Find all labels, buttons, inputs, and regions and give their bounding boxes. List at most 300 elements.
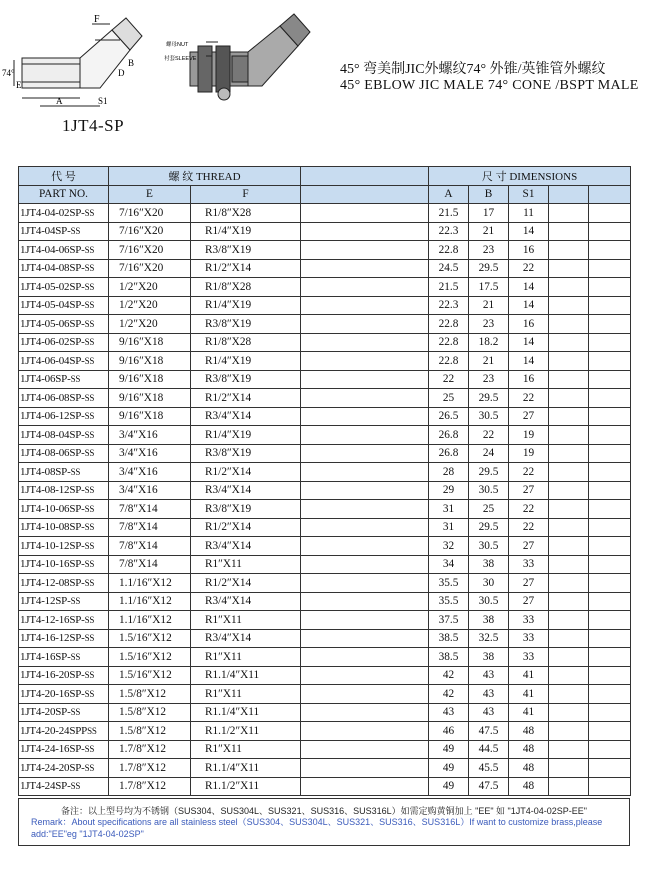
cell-blank (301, 333, 429, 352)
cell-blank (549, 592, 589, 611)
spec-table (18, 166, 631, 796)
cell-dim-a: 46 (429, 722, 469, 741)
cell-blank (301, 426, 429, 445)
cell-blank (589, 278, 631, 297)
cell-part-no (19, 685, 109, 704)
part-number-text: 1JT4-06-02SP- (20, 336, 85, 349)
cell-dim-b: 30 (469, 574, 509, 593)
cell-part-no (19, 296, 109, 315)
model-number: 1JT4-SP (62, 116, 125, 135)
cell-thread-f: R3/8″X19 (191, 500, 301, 519)
cell-blank (589, 241, 631, 260)
cell-blank (589, 407, 631, 426)
cell-dim-b: 17 (469, 204, 509, 223)
cell-dim-b: 23 (469, 315, 509, 334)
cell-dim-b: 21 (469, 222, 509, 241)
cell-dim-a: 22.8 (429, 315, 469, 334)
cell-dim-a: 42 (429, 666, 469, 685)
cell-thread-f: R3/8″X19 (191, 370, 301, 389)
cell-thread-e: 1.5/16″X12 (109, 629, 191, 648)
cell-dim-b: 23 (469, 241, 509, 260)
part-number-text: 1JT4-06SP- (20, 373, 71, 386)
cell-thread-e: 9/16″X18 (109, 407, 191, 426)
cell-part-no (19, 611, 109, 630)
cell-dim-b: 29.5 (469, 389, 509, 408)
cell-blank (301, 389, 429, 408)
header-blank-3 (549, 185, 589, 204)
cell-dim-s1: 22 (509, 259, 549, 278)
cell-thread-e: 9/16″X18 (109, 352, 191, 371)
cell-thread-e: 1.5/16″X12 (109, 648, 191, 667)
cell-blank (589, 611, 631, 630)
part-suffix-text: SS (84, 429, 95, 440)
part-suffix-text: SS (84, 522, 95, 533)
cell-dim-s1: 22 (509, 518, 549, 537)
cell-dim-a: 22.3 (429, 296, 469, 315)
cell-dim-s1: 27 (509, 481, 549, 500)
part-suffix-text: SS (87, 725, 97, 736)
cell-dim-b: 21 (469, 296, 509, 315)
cell-blank (301, 296, 429, 315)
cell-dim-s1: 14 (509, 296, 549, 315)
part-suffix-text: SS (84, 744, 95, 755)
cell-blank (549, 370, 589, 389)
part-suffix-text: SS (84, 670, 95, 681)
cell-thread-f: R1.1/2″X11 (191, 777, 301, 796)
cell-dim-s1: 16 (509, 315, 549, 334)
header-part-no: PART NO. (19, 185, 109, 204)
part-suffix-text: SS (84, 207, 95, 218)
table-row (19, 370, 631, 389)
cell-part-no (19, 518, 109, 537)
cell-blank (301, 278, 429, 297)
cell-blank (301, 352, 429, 371)
cell-blank (589, 537, 631, 556)
table-row (19, 629, 631, 648)
part-number-text: 1JT4-16-20SP- (20, 669, 85, 682)
cell-dim-s1: 33 (509, 648, 549, 667)
cell-blank (589, 444, 631, 463)
cell-blank (301, 722, 429, 741)
part-number-text: 1JT4-06-08SP- (20, 391, 85, 404)
label-sleeve: 衬套SLEEVE (164, 56, 197, 62)
cell-dim-b: 30.5 (469, 481, 509, 500)
cell-dim-b: 47.5 (469, 777, 509, 796)
cell-dim-b: 38 (469, 648, 509, 667)
part-number-text: 1JT4-10-16SP- (20, 558, 85, 571)
cell-dim-a: 49 (429, 759, 469, 778)
cell-dim-s1: 48 (509, 759, 549, 778)
cell-dim-a: 26.8 (429, 426, 469, 445)
cell-blank (301, 241, 429, 260)
cell-thread-f: R1.1/4″X11 (191, 759, 301, 778)
cell-thread-e: 3/4″X16 (109, 463, 191, 482)
cell-dim-b: 29.5 (469, 518, 509, 537)
cell-part-no (19, 259, 109, 278)
cell-blank (549, 722, 589, 741)
cell-dim-a: 35.5 (429, 592, 469, 611)
cell-blank (589, 685, 631, 704)
cell-dim-a: 34 (429, 555, 469, 574)
cell-part-no (19, 555, 109, 574)
cell-thread-f: R3/8″X19 (191, 241, 301, 260)
cell-blank (589, 629, 631, 648)
cell-thread-e: 7/16″X20 (109, 204, 191, 223)
cell-dim-a: 35.5 (429, 574, 469, 593)
cell-dim-b: 30.5 (469, 592, 509, 611)
cell-blank (301, 740, 429, 759)
cell-blank (301, 370, 429, 389)
cell-blank (549, 241, 589, 260)
cell-thread-f: R3/4″X14 (191, 629, 301, 648)
cell-dim-s1: 41 (509, 666, 549, 685)
cell-blank (549, 518, 589, 537)
cell-blank (549, 463, 589, 482)
cell-blank (589, 389, 631, 408)
cell-blank (301, 222, 429, 241)
cell-blank (549, 278, 589, 297)
cell-blank (549, 204, 589, 223)
label-s1: S1 (98, 96, 108, 106)
cell-blank (589, 463, 631, 482)
cell-dim-s1: 33 (509, 629, 549, 648)
cell-blank (549, 574, 589, 593)
cell-dim-a: 21.5 (429, 278, 469, 297)
cell-dim-b: 25 (469, 500, 509, 519)
cell-dim-s1: 22 (509, 500, 549, 519)
cell-thread-f: R3/4″X14 (191, 407, 301, 426)
cell-thread-e: 1.5/8″X12 (109, 722, 191, 741)
cell-part-no (19, 444, 109, 463)
part-suffix-text: SS (84, 448, 95, 459)
header-e: E (109, 185, 191, 204)
cell-thread-f: R3/8″X19 (191, 444, 301, 463)
title-english: 45° EBLOW JIC MALE 74° CONE /BSPT MALE (340, 78, 639, 93)
cell-dim-s1: 27 (509, 537, 549, 556)
cell-blank (301, 463, 429, 482)
cell-blank (589, 296, 631, 315)
part-suffix-text: SS (70, 596, 81, 607)
cell-blank (549, 444, 589, 463)
cell-part-no (19, 759, 109, 778)
remark-chinese: 备注：以上型号均为不锈钢（SUS304、SUS304L、SUS321、SUS316、SUS316L）如需定购黄铜加上 "EE" 如 "1JT4-04-02SP-EE" (61, 806, 587, 816)
part-suffix-text: SS (70, 226, 81, 237)
cell-thread-e: 7/16″X20 (109, 222, 191, 241)
cell-dim-s1: 33 (509, 555, 549, 574)
table-row (19, 481, 631, 500)
part-number-text: 1JT4-05-04SP- (20, 299, 85, 312)
header-code: 代 号 (19, 167, 109, 186)
cell-blank (589, 648, 631, 667)
cell-part-no (19, 204, 109, 223)
cell-blank (549, 352, 589, 371)
table-row (19, 611, 631, 630)
part-number-text: 1JT4-10-06SP- (20, 502, 85, 515)
table-row (19, 204, 631, 223)
cell-dim-a: 49 (429, 740, 469, 759)
cell-part-no (19, 426, 109, 445)
part-suffix-text: SS (84, 355, 95, 366)
table-row (19, 444, 631, 463)
cell-dim-a: 24.5 (429, 259, 469, 278)
cell-blank (589, 370, 631, 389)
cell-dim-s1: 48 (509, 740, 549, 759)
part-number-text: 1JT4-06-04SP- (20, 354, 85, 367)
cell-blank (549, 259, 589, 278)
cell-thread-f: R1.1/4″X11 (191, 666, 301, 685)
remark-box (18, 798, 630, 846)
cell-thread-f: R1/2″X14 (191, 463, 301, 482)
cell-dim-b: 22 (469, 426, 509, 445)
cell-dim-b: 30.5 (469, 407, 509, 426)
cell-blank (549, 740, 589, 759)
cell-blank (589, 333, 631, 352)
cell-dim-b: 29.5 (469, 463, 509, 482)
cell-part-no (19, 389, 109, 408)
table-row (19, 685, 631, 704)
cell-thread-e: 1.1/16″X12 (109, 574, 191, 593)
part-number-text: 1JT4-20SP- (20, 706, 71, 719)
label-b: B (128, 58, 135, 68)
part-number-text: 1JT4-04-02SP- (20, 206, 85, 219)
cell-dim-b: 32.5 (469, 629, 509, 648)
cell-thread-f: R1″X11 (191, 611, 301, 630)
cell-blank (301, 481, 429, 500)
part-suffix-text: SS (84, 762, 95, 773)
table-row (19, 500, 631, 519)
part-suffix-text: SS (84, 577, 95, 588)
cell-thread-e: 7/8″X14 (109, 537, 191, 556)
cell-blank (549, 759, 589, 778)
table-row (19, 296, 631, 315)
table-row (19, 592, 631, 611)
cell-blank (301, 611, 429, 630)
cell-blank (589, 740, 631, 759)
cell-dim-b: 47.5 (469, 722, 509, 741)
table-row (19, 648, 631, 667)
part-suffix-text: SS (84, 263, 95, 274)
cell-blank (549, 222, 589, 241)
table-row (19, 278, 631, 297)
cell-dim-s1: 14 (509, 333, 549, 352)
cell-dim-a: 22.8 (429, 241, 469, 260)
cell-part-no (19, 333, 109, 352)
cell-dim-a: 43 (429, 703, 469, 722)
part-suffix-text: SS (84, 318, 95, 329)
cell-blank (549, 703, 589, 722)
cell-blank (589, 259, 631, 278)
part-number-text: 1JT4-08-06SP- (20, 447, 85, 460)
part-number-text: 1JT4-08-12SP- (20, 484, 85, 497)
table-row (19, 222, 631, 241)
part-number-text: 1JT4-06-12SP- (20, 410, 85, 423)
cell-thread-e: 3/4″X16 (109, 444, 191, 463)
cell-dim-a: 38.5 (429, 648, 469, 667)
header-blank-2 (301, 185, 429, 204)
part-suffix-text: SS (84, 559, 95, 570)
cell-thread-e: 7/8″X14 (109, 500, 191, 519)
cell-thread-e: 1.5/8″X12 (109, 685, 191, 704)
cell-dim-b: 38 (469, 555, 509, 574)
cell-part-no (19, 592, 109, 611)
label-angle: 74° (2, 68, 15, 78)
cell-blank (549, 629, 589, 648)
cell-dim-s1: 27 (509, 407, 549, 426)
cell-blank (301, 537, 429, 556)
header-row-1 (19, 167, 631, 186)
cell-blank (549, 296, 589, 315)
cell-dim-a: 22.3 (429, 222, 469, 241)
cell-thread-e: 1.1/16″X12 (109, 592, 191, 611)
cell-thread-e: 7/8″X14 (109, 555, 191, 574)
cell-dim-s1: 14 (509, 222, 549, 241)
cell-blank (589, 666, 631, 685)
part-suffix-text: SS (70, 374, 81, 385)
cell-blank (549, 685, 589, 704)
cell-blank (301, 555, 429, 574)
part-suffix-text: SS (84, 614, 95, 625)
cell-dim-a: 26.8 (429, 444, 469, 463)
cell-blank (589, 574, 631, 593)
cell-thread-e: 1.1/16″X12 (109, 611, 191, 630)
cell-dim-s1: 27 (509, 592, 549, 611)
cell-dim-s1: 33 (509, 611, 549, 630)
cell-thread-f: R1″X11 (191, 740, 301, 759)
part-number-text: 1JT4-20-24SPP (20, 724, 88, 737)
cell-thread-f: R1/8″X28 (191, 278, 301, 297)
header-a: A (429, 185, 469, 204)
fitting-drawing (0, 0, 330, 115)
cell-blank (301, 648, 429, 667)
table-row (19, 722, 631, 741)
cell-thread-f: R3/4″X14 (191, 537, 301, 556)
table-row (19, 241, 631, 260)
cell-dim-b: 43 (469, 685, 509, 704)
part-number-text: 1JT4-24-16SP- (20, 743, 85, 756)
cell-dim-s1: 16 (509, 370, 549, 389)
spec-table-wrapper (18, 166, 630, 798)
cell-thread-e: 9/16″X18 (109, 370, 191, 389)
cell-blank (589, 481, 631, 500)
cell-part-no (19, 463, 109, 482)
cell-blank (589, 777, 631, 796)
cell-dim-s1: 11 (509, 204, 549, 223)
part-suffix-text: SS (70, 781, 81, 792)
table-row (19, 759, 631, 778)
part-number-text: 1JT4-04-08SP- (20, 262, 85, 275)
cell-blank (301, 759, 429, 778)
cell-thread-f: R1/8″X28 (191, 204, 301, 223)
cell-dim-a: 42 (429, 685, 469, 704)
cell-blank (301, 777, 429, 796)
cell-part-no (19, 666, 109, 685)
table-row (19, 666, 631, 685)
cell-part-no (19, 278, 109, 297)
table-row (19, 537, 631, 556)
cell-part-no (19, 703, 109, 722)
header-blank (301, 167, 429, 186)
cell-blank (549, 666, 589, 685)
cell-dim-s1: 14 (509, 352, 549, 371)
part-number-text: 1JT4-08SP- (20, 465, 71, 478)
cell-dim-s1: 41 (509, 703, 549, 722)
part-number-text: 1JT4-08-04SP- (20, 428, 85, 441)
label-f: F (94, 14, 100, 25)
cell-blank (589, 352, 631, 371)
table-row (19, 259, 631, 278)
part-number-text: 1JT4-05-02SP- (20, 280, 85, 293)
cell-dim-s1: 48 (509, 777, 549, 796)
table-row (19, 777, 631, 796)
part-suffix-text: SS (84, 244, 95, 255)
cell-blank (301, 703, 429, 722)
table-row (19, 426, 631, 445)
cell-thread-f: R1.1/4″X11 (191, 703, 301, 722)
label-e: E (16, 80, 22, 90)
remark-english: Remark：About specifications are all stainless steel（SUS304、SUS304L、SUS321、SUS316、SUS316L）If want to customize brass,please add:"EE"eg "1JT4-04-02SP" (31, 817, 603, 839)
part-number-text: 1JT4-24SP- (20, 780, 71, 793)
cell-thread-e: 7/16″X20 (109, 241, 191, 260)
cell-thread-e: 1.7/8″X12 (109, 740, 191, 759)
part-suffix-text: SS (84, 540, 95, 551)
cell-blank (549, 648, 589, 667)
section-drawing (14, 18, 142, 106)
cell-part-no (19, 777, 109, 796)
cell-blank (589, 722, 631, 741)
part-number-text: 1JT4-16-12SP- (20, 632, 85, 645)
table-row (19, 555, 631, 574)
cell-dim-s1: 22 (509, 463, 549, 482)
cell-blank (301, 204, 429, 223)
cell-blank (301, 666, 429, 685)
table-row (19, 703, 631, 722)
cell-thread-e: 7/16″X20 (109, 259, 191, 278)
cell-dim-b: 44.5 (469, 740, 509, 759)
cell-thread-f: R3/8″X19 (191, 315, 301, 334)
cell-blank (549, 333, 589, 352)
cell-thread-f: R1/2″X14 (191, 259, 301, 278)
header-s1: S1 (509, 185, 549, 204)
cell-dim-a: 25 (429, 389, 469, 408)
cell-blank (549, 315, 589, 334)
cell-blank (549, 389, 589, 408)
cell-thread-f: R1/4″X19 (191, 222, 301, 241)
cell-thread-f: R1.1/2″X11 (191, 722, 301, 741)
cell-dim-b: 45.5 (469, 759, 509, 778)
cell-blank (301, 685, 429, 704)
cell-blank (549, 611, 589, 630)
label-a: A (56, 96, 63, 106)
cell-thread-e: 1.5/16″X12 (109, 666, 191, 685)
table-row (19, 518, 631, 537)
cell-blank (589, 500, 631, 519)
cell-dim-a: 31 (429, 518, 469, 537)
cell-dim-a: 31 (429, 500, 469, 519)
table-row (19, 407, 631, 426)
cell-dim-s1: 27 (509, 574, 549, 593)
cell-dim-s1: 41 (509, 685, 549, 704)
cell-thread-e: 9/16″X18 (109, 333, 191, 352)
cell-blank (301, 518, 429, 537)
cell-part-no (19, 537, 109, 556)
cell-dim-b: 43 (469, 666, 509, 685)
part-number-text: 1JT4-16SP- (20, 650, 71, 663)
cell-blank (301, 629, 429, 648)
header-dimensions: 尺 寸 DIMENSIONS (429, 167, 631, 186)
cell-dim-b: 24 (469, 444, 509, 463)
part-suffix-text: SS (84, 281, 95, 292)
cell-thread-e: 1.5/8″X12 (109, 703, 191, 722)
